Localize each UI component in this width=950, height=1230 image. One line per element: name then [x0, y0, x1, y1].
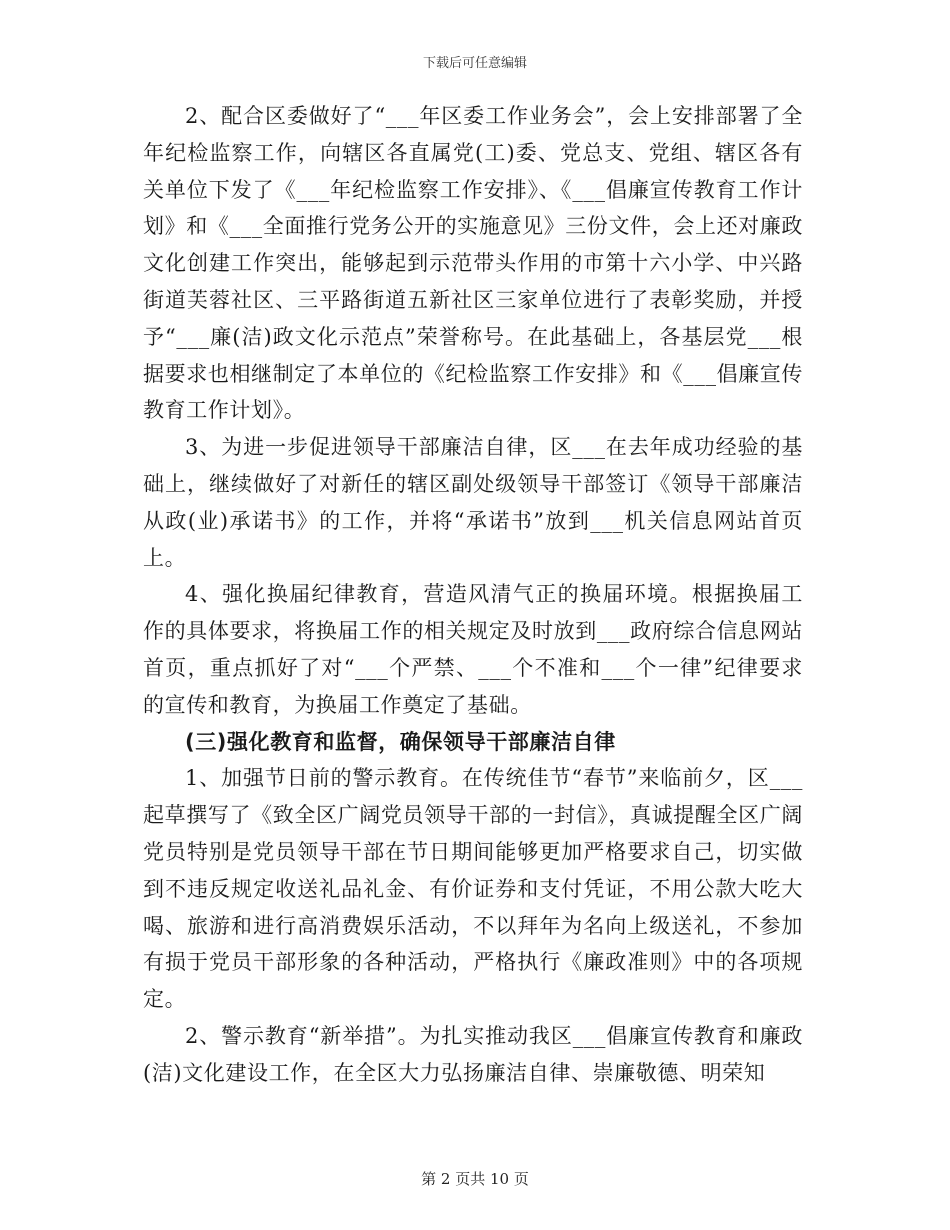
- paragraph-item-2: 2、配合区委做好了“___年区委工作业务会”，会上安排部署了全年纪检监察工作，向辖区各直属党(工)委、党总支、党组、辖区各有关单位下发了《___年纪检监察工作安排》、《___倡廉宣传教育工作计划》和《___全面推行党务公开的实施意见》三份文件，会上还对廉政文化创建工作突出，能够起到示范带头作用的市第十六小学、中兴路街道芙蓉社区、三平路街道五新社区三家单位进行了表彰奖励，并授予“___廉(洁)政文化示范点”荣誉称号。在此基础上，各基层党___根据要求也相继制定了本单位的《纪检监察工作安排》和《___倡廉宣传教育工作计划》。: [143, 104, 803, 423]
- page-footer: 第 2 页共 10 页: [421, 1170, 529, 1188]
- paragraph-item-4: 4、强化换届纪律教育，营造风清气正的换届环境。根据换届工作的具体要求，将换届工作的相关规定及时放到___政府综合信息网站首页，重点抓好了对“___个严禁、___个不准和___个一律”纪律要求的宣传和教育，为换届工作奠定了基础。: [143, 582, 803, 717]
- paragraph-new-measures: 2、警示教育“新举措”。为扎实推动我区___倡廉宣传教育和廉政(洁)文化建设工作，在全区大力弘扬廉洁自律、崇廉敬德、明荣知: [143, 1023, 803, 1085]
- paragraph-item-3: 3、为进一步促进领导干部廉洁自律，区___在去年成功经验的基础上，继续做好了对新任的辖区副处级领导干部签订《领导干部廉洁从政(业)承诺书》的工作，并将“承诺书”放到___机关信息网站首页上。: [143, 435, 803, 570]
- section-heading: (三)强化教育和监督，确保领导干部廉洁自律: [185, 729, 616, 754]
- document-body: [143, 98, 803, 1092]
- paragraph-warning-education: 1、加强节日前的警示教育。在传统佳节“春节”来临前夕，区___起草撰写了《致全区广阔党员领导干部的一封信》，真诚提醒全区广阔党员特别是党员领导干部在节日期间能够更加严格要求自己，切实做到不违反规定收送礼品礼金、有价证券和支付凭证，不用公款大吃大喝、旅游和进行高消费娱乐活动，不以拜年为名向上级送礼，不参加有损于党员干部形象的各种活动，严格执行《廉政准则》中的各项规定。: [143, 766, 803, 1012]
- header-note: 下载后可任意编辑: [422, 56, 527, 71]
